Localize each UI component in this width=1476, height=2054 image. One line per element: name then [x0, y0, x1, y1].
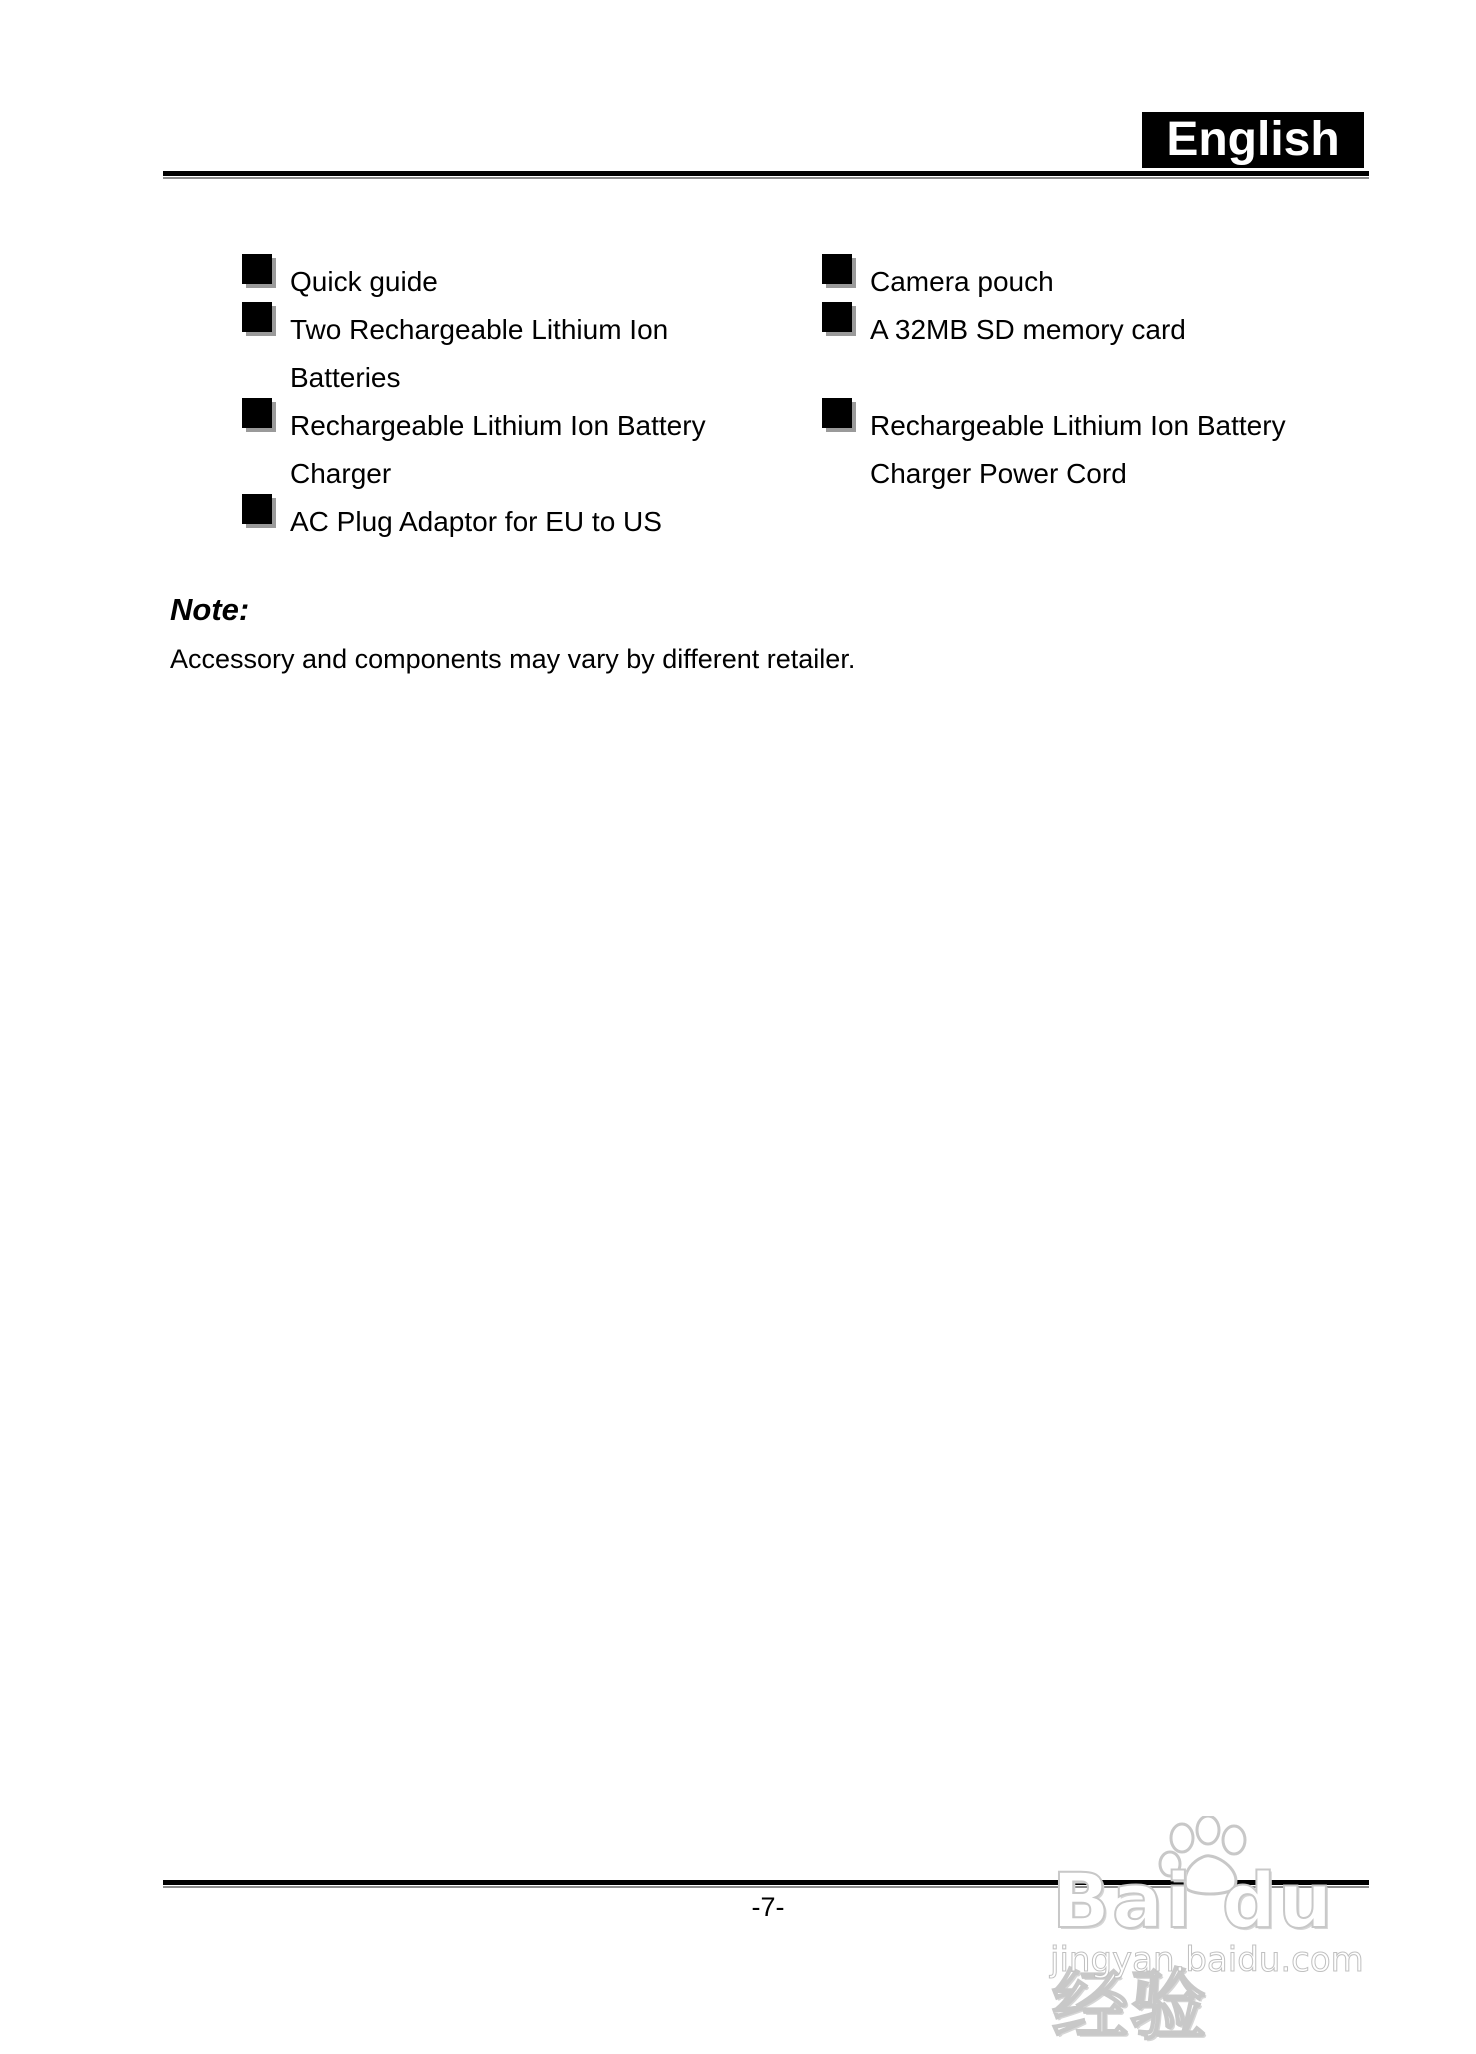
watermark-url: jingyan.baidu.com — [1050, 1940, 1364, 1980]
square-bullet-icon — [242, 254, 272, 284]
note-text: Accessory and components may vary by different retailer. — [170, 644, 856, 674]
header-rule — [163, 171, 1369, 176]
list-item-text: Two Rechargeable Lithium Ion Batteries — [290, 314, 669, 393]
square-bullet-icon — [822, 302, 852, 332]
list-item-text: Rechargeable Lithium Ion Battery Charger — [290, 410, 706, 489]
note-heading: Note: — [170, 592, 250, 627]
watermark-logo: Bai du 经验 — [1052, 1856, 1335, 2050]
header-rule-shadow — [163, 177, 1369, 179]
baidu-watermark — [1040, 1816, 1400, 2050]
square-bullet-icon — [242, 494, 272, 524]
list-item-text: Rechargeable Lithium Ion Battery Charger Power Cord — [870, 410, 1286, 489]
square-bullet-icon — [822, 254, 852, 284]
list-item-text: AC Plug Adaptor for EU to US — [290, 506, 662, 537]
list-item-text: Quick guide — [290, 266, 438, 297]
square-bullet-icon — [242, 302, 272, 332]
square-bullet-icon — [822, 398, 852, 428]
language-badge: English — [1142, 112, 1364, 168]
square-bullet-icon — [242, 398, 272, 428]
list-item-text: Camera pouch — [870, 266, 1054, 297]
list-item-text: A 32MB SD memory card — [870, 314, 1186, 345]
page-number: -7- — [751, 1892, 785, 1922]
